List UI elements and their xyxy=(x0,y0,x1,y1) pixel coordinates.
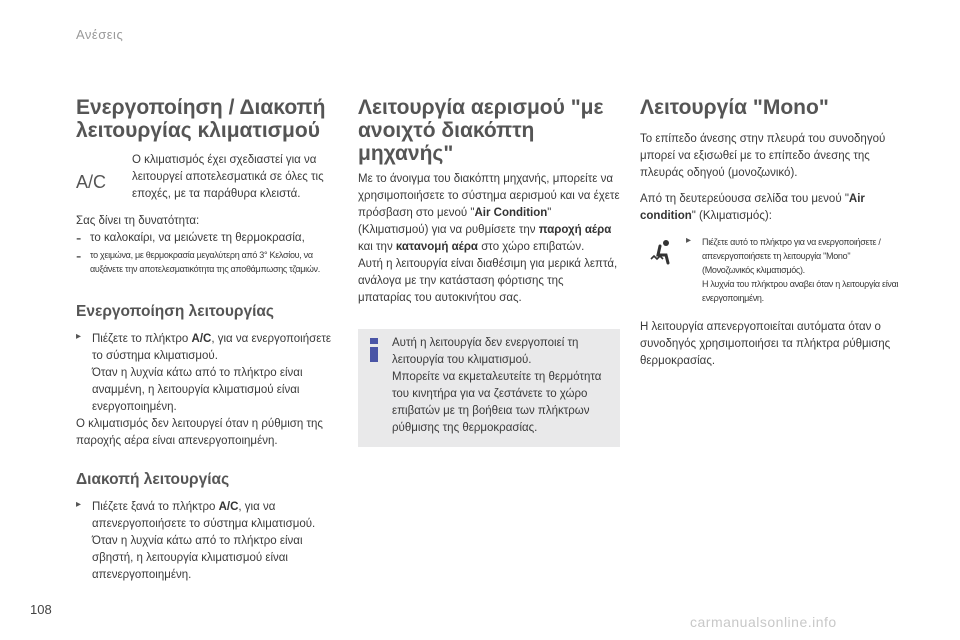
mono-para-2: Από τη δευτερεύουσα σελίδα του μενού "Air condition" (Κλιματισμός): xyxy=(640,193,865,222)
ventilation-title: Λειτουργία αερισμού "με ανοιχτό διακόπτη μηχανής" xyxy=(358,96,604,165)
ventilation-para-1: Με το άνοιγμα του διακόπτη μηχανής, μπορείτε να χρησιμοποιήσετε το σύστημα αερισμού και να έχετε πρόσβαση στο μενού "Air Condition" (Κλιματισμού) για να ρυθμίσετε την παροχή αέρα και την κατανομή αέρα στο χώρο επιβατών. xyxy=(358,173,620,253)
info-line-2: Μπορείτε να εκμεταλευτείτε τη θερμότητα του κινητήρα για να ζεστάνετε το χώρο επιβατών με τη βοήθεια των πλήκτρων ρύθμισης της θερμοκρασίας. xyxy=(392,371,602,434)
ac-on-title: Ενεργοποίηση λειτουργίας xyxy=(76,303,274,320)
list-item: - το καλοκαίρι, να μειώνετε τη θερμοκρασία, xyxy=(76,230,305,247)
mono-seat-icon xyxy=(640,235,686,305)
ventilation-para-2: Αυτή η λειτουργία είναι διαθέσιμη για μερικά λεπτά, ανάλογα με την κατάσταση φόρτισης της μπαταρίας του αυτοκινήτου σας. xyxy=(358,258,618,304)
column-mono xyxy=(640,96,902,370)
section-header: Ανέσεις xyxy=(76,27,124,42)
ac-key-label: A/C xyxy=(191,333,212,345)
arrow-bullet-icon: ▸ xyxy=(686,235,692,246)
column-ac-on-off xyxy=(76,96,338,584)
mono-title: Λειτουργία "Mono" xyxy=(640,96,829,119)
ac-off-title: Διακοπή λειτουργίας xyxy=(76,471,230,488)
info-icon xyxy=(370,338,378,362)
watermark: carmanualsonline.info xyxy=(690,614,837,630)
column-ventilation xyxy=(358,96,620,447)
mono-para-3: Η λειτουργία απενεργοποιείται αυτόματα όταν ο συνοδηγός χρησιμοποιήσει τα πλήκτρα ρύθμισης θερμοκρασίας. xyxy=(640,321,891,367)
ac-on-off-title: Ενεργοποίηση / Διακοπή λειτουργίας κλιματισμού xyxy=(76,96,326,142)
arrow-bullet-icon: ▸ xyxy=(76,499,82,510)
arrow-bullet-icon: ▸ xyxy=(76,331,82,342)
ac-button-icon: A/C xyxy=(76,172,107,192)
page-number: 108 xyxy=(30,602,52,617)
mono-instruction: ▸ Πιέζετε αυτό το πλήκτρο για να ενεργοποιήσετε / απενεργοποιήσετε τη λειτουργία "Mono" (Μονοζωνικός κλιματισμός). Η λυχνία του πλήκτρου αναβει όταν η λειτουργία είναι ενεργοποιημένη. xyxy=(686,235,899,303)
info-box xyxy=(358,329,620,447)
list-item: - το χειμώνα, με θερμοκρασία μεγαλύτερη από 3° Κελσίου, να αυξάνετε την αποτελεσματικότητα της αποθάμπωσης τζαμιών. xyxy=(76,248,320,274)
ac-on-instruction: ▸ Πιέζετε το πλήκτρο A/C, για να ενεργοποιήσετε το σύστημα κλιματισμού. Όταν η λυχνία κάτω από το πλήκτρο είναι αναμμένη, η λειτουργία κλιματισμού είναι ενεργοποιημένη. xyxy=(76,331,338,416)
ac-intro: Ο κλιματισμός έχει σχεδιαστεί για να λειτουργεί αποτελεσματικά σε όλες τις εποχές, με τα παράθυρα κλειστά. xyxy=(132,154,324,200)
enables-text: Σας δίνει τη δυνατότητα: xyxy=(76,215,200,227)
ac-on-note: Ο κλιματισμός δεν λειτουργεί όταν η ρύθμιση της παροχής αέρα είναι απενεργοποιημένη. xyxy=(76,418,323,447)
mono-para-1: Το επίπεδο άνεσης στην πλευρά του συνοδηγού μπορεί να εξισωθεί με το επίπεδο άνεσης της πλευράς οδηγού (μονοζωνικό). xyxy=(640,133,886,179)
ac-key-label: A/C xyxy=(218,501,239,513)
info-line-1: Αυτή η λειτουργία δεν ενεργοποιεί τη λειτουργία του κλιματισμού. xyxy=(392,337,579,366)
ac-off-instruction: ▸ Πιέζετε ξανά το πλήκτρο A/C, για να απενεργοποιήσετε το σύστημα κλιματισμού. Όταν η λυχνία κάτω από το πλήκτρο είναι σβηστή, η λειτουργία κλιματισμού είναι απενεργοποιημένη. xyxy=(76,499,338,584)
